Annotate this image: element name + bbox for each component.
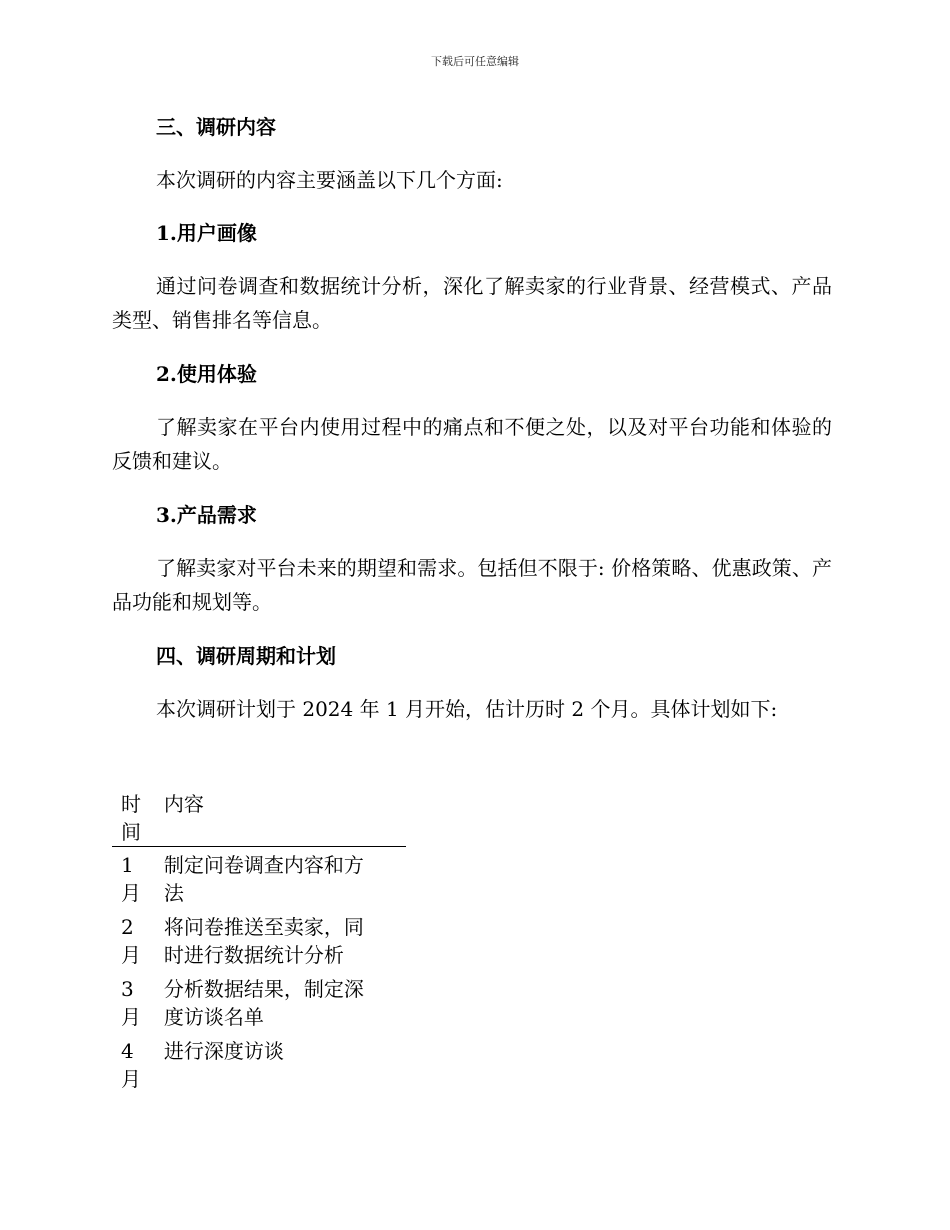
section-3-intro: 本次调研的内容主要涵盖以下几个方面: [156, 168, 503, 192]
schedule-content-cell: 进行深度访谈 [163, 1039, 284, 1063]
section-3-heading: 三、调研内容 [156, 115, 276, 139]
schedule-content-cell: 将问卷推送至卖家，同时进行数据统计分析 [163, 915, 364, 967]
item-3-heading: 3.产品需求 [156, 503, 257, 527]
item-2-text: 了解卖家在平台内使用过程中的痛点和不便之处，以及对平台功能和体验的反馈和建议。 [112, 415, 832, 473]
schedule-header-time: 时间 [112, 790, 164, 847]
header-note: 下载后可任意编辑 [431, 55, 519, 68]
table-row [112, 907, 406, 969]
schedule-time-cell: 3月 [121, 977, 141, 1029]
item-1-text: 通过问卷调查和数据统计分析，深化了解卖家的行业背景、经营模式、产品类型、销售排名等信息。 [112, 274, 832, 332]
schedule-header-content: 内容 [164, 790, 406, 847]
section-4-heading: 四、调研周期和计划 [156, 644, 336, 668]
document-body [112, 110, 832, 726]
table-row [112, 969, 406, 1031]
table-row [112, 847, 406, 908]
item-2-heading: 2.使用体验 [156, 362, 257, 386]
section-4-intro: 本次调研计划于 2024 年 1 月开始，估计历时 2 个月。具体计划如下: [156, 697, 778, 721]
schedule-time-cell: 1月 [121, 853, 141, 905]
schedule-time-cell: 4月 [121, 1039, 141, 1091]
schedule-header-row [112, 790, 406, 847]
schedule-content-cell: 分析数据结果，制定深度访谈名单 [163, 977, 364, 1029]
schedule-time-cell: 2月 [121, 915, 141, 967]
item-3-text: 了解卖家对平台未来的期望和需求。包括但不限于: 价格策略、优惠政策、产品功能和规划等。 [112, 556, 832, 614]
table-row [112, 1031, 406, 1093]
item-1-heading: 1.用户画像 [156, 221, 257, 245]
schedule-table [112, 790, 406, 1093]
schedule-content-cell: 制定问卷调查内容和方法 [163, 853, 364, 905]
